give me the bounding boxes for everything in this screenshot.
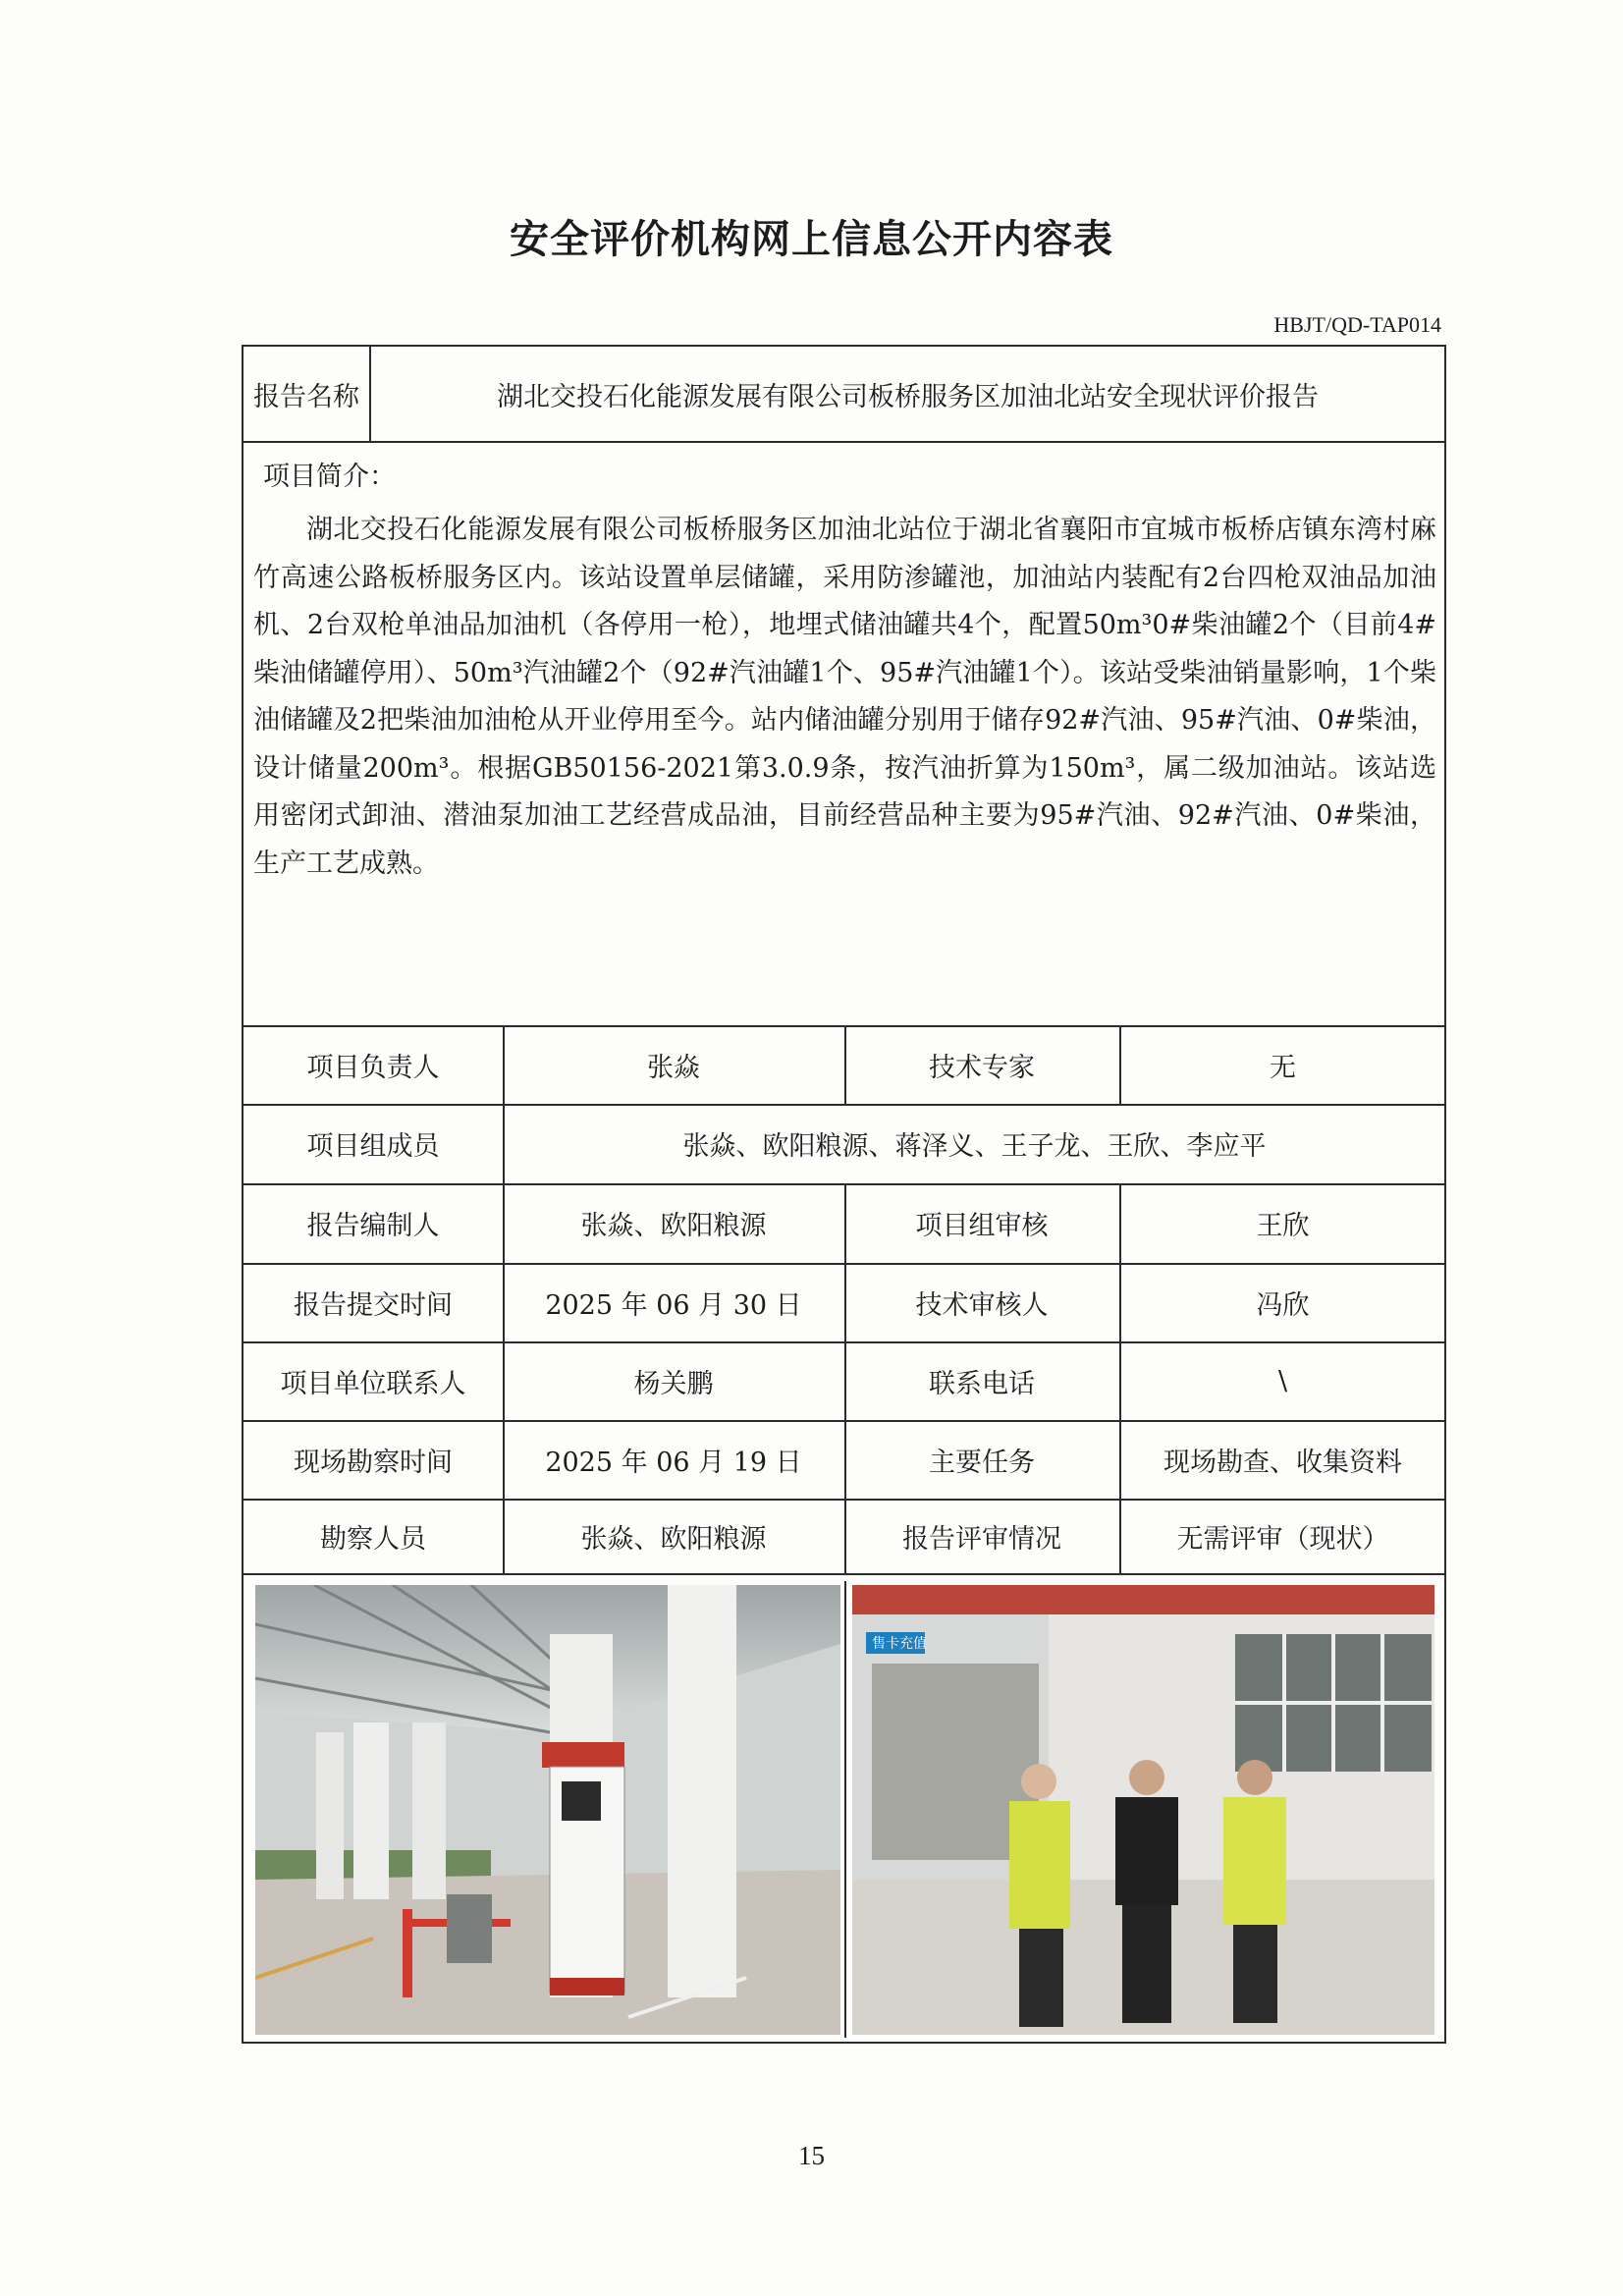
info-table — [242, 345, 1446, 2044]
members-value: 张焱、欧阳粮源、蒋泽义、王子龙、王欣、李应平 — [682, 1131, 1267, 1162]
intro-heading: 项目简介： — [263, 462, 396, 492]
page-number: 15 — [798, 2141, 825, 2170]
surveyors-label: 勘察人员 — [320, 1523, 426, 1555]
leader-value: 张焱 — [647, 1052, 700, 1083]
survey-time-label: 现场勘察时间 — [294, 1447, 453, 1478]
author-label: 报告编制人 — [306, 1211, 440, 1241]
recharge-sign: 售卡充值 — [872, 1636, 927, 1652]
eval-value: 无需评审（现状） — [1176, 1523, 1389, 1555]
submit-label: 报告提交时间 — [294, 1289, 453, 1321]
expert-value: 无 — [1270, 1052, 1296, 1083]
task-value: 现场勘查、收集资料 — [1163, 1447, 1402, 1478]
submit-value: 2025 年 06 月 30 日 — [545, 1289, 802, 1321]
leader-label: 项目负责人 — [306, 1052, 440, 1083]
eval-label: 报告评审情况 — [902, 1523, 1061, 1555]
members-label: 项目组成员 — [306, 1131, 440, 1162]
phone-label: 联系电话 — [929, 1368, 1035, 1399]
report-name-value: 湖北交投石化能源发展有限公司板桥服务区加油北站安全现状评价报告 — [497, 381, 1319, 412]
contact-label: 项目单位联系人 — [280, 1368, 466, 1399]
contact-value: 杨关鹏 — [633, 1368, 714, 1399]
gas-station-photo — [255, 1585, 840, 2035]
tech-label: 技术审核人 — [915, 1289, 1049, 1321]
surveyors-value: 张焱、欧阳粮源 — [580, 1523, 767, 1555]
survey-time-value: 2025 年 06 月 19 日 — [545, 1447, 802, 1478]
expert-label: 技术专家 — [929, 1052, 1035, 1083]
task-label: 主要任务 — [929, 1447, 1035, 1478]
phone-value: \ — [1277, 1365, 1288, 1396]
report-name-label: 报告名称 — [253, 381, 359, 412]
author-value: 张焱、欧阳粮源 — [580, 1211, 767, 1241]
page-title: 安全评价机构网上信息公开内容表 — [510, 216, 1113, 262]
review-value: 王欣 — [1256, 1211, 1310, 1241]
review-label: 项目组审核 — [915, 1211, 1049, 1241]
survey-team-photo — [852, 1585, 1434, 2035]
tech-value: 冯欣 — [1256, 1289, 1310, 1321]
intro-text: 湖北交投石化能源发展有限公司板桥服务区加油北站位于湖北省襄阳市宜城市板桥店镇东湾村麻竹高速公路板桥服务区内。该站设置单层储罐，采用防渗罐池，加油站内装配有2台四枪双油品加油机、2台双枪单油品加油机（各停用一枪），地埋式储油罐共4个，配置50m³0#柴油罐2个（目前4#柴油储罐停用）、50m³汽油罐2个（92#汽油罐1个、95#汽油罐1个）。该站受柴油销量影响，1个柴油储罐及2把柴油加油枪从开业停用至今。站内储油罐分别用于储存92#汽油、95#汽油、0#柴油，设计储量200m³。根据GB50156-2021第3.0.9条，按汽油折算为150m³，属二级加油站。该站选用密闭式卸油、潜油泵加油工艺经营成品油，目前经营品种主要为95#汽油、92#汽油、0#柴油，生产工艺成熟。 — [253, 515, 1436, 879]
document-code: HBJT/QD-TAP014 — [1273, 312, 1441, 337]
